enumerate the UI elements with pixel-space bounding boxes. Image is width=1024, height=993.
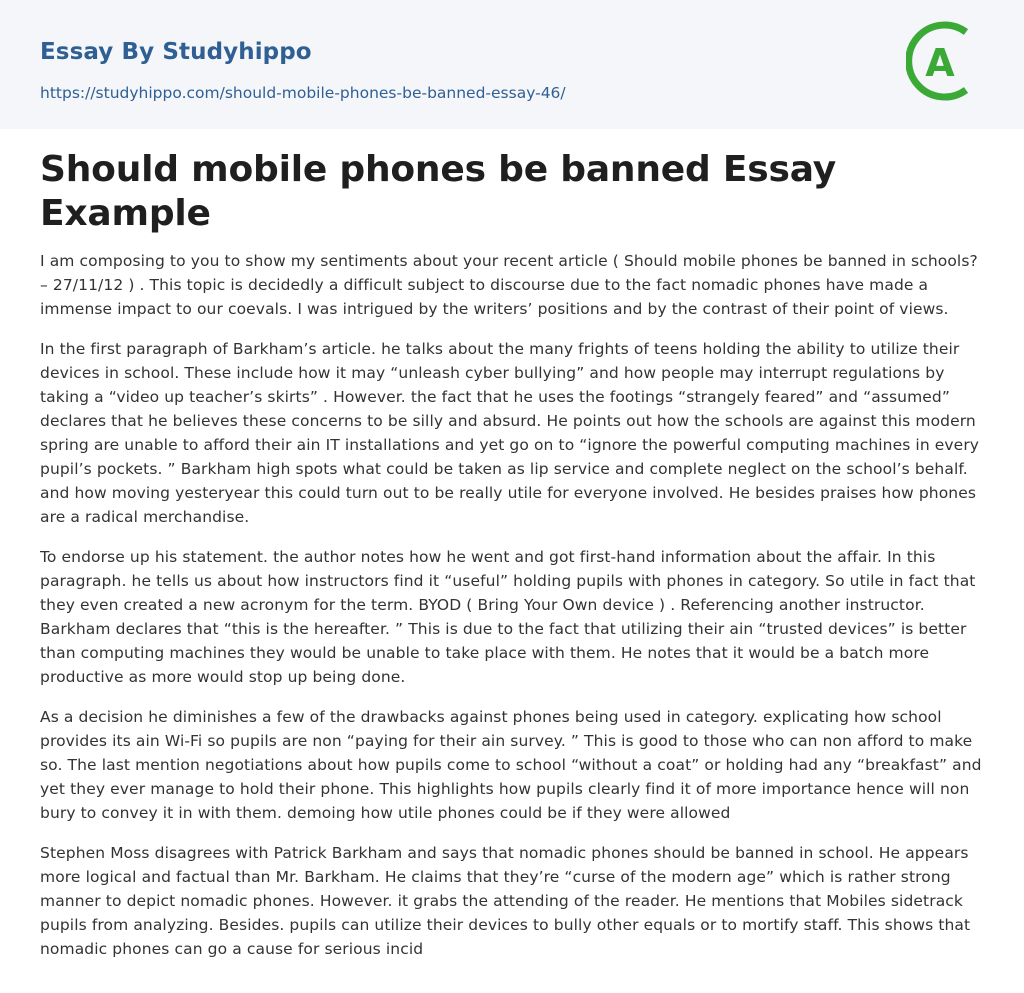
logo-letter: A (925, 41, 955, 85)
source-url-link[interactable]: https://studyhippo.com/should-mobile-phones-be-banned-essay-46/ (40, 84, 566, 102)
article-paragraph: Stephen Moss disagrees with Patrick Barkham and says that nomadic phones should be banned in school. He appears more logical and factual than Mr. Barkham. He claims that they’re “curse of the modern age” which is rather strong manner to depict nomadic phones. However. it grabs the attending of the reader. He mentions that Mobiles sidetrack pupils from analyzing. Besides. pupils can utilize their devices to bully other equals or to mortify staff. This shows that nomadic phones can go a cause for serious incid (40, 844, 971, 958)
site-brand[interactable]: Essay By Studyhippo (40, 39, 312, 65)
site-header (0, 0, 1024, 129)
page-title: Should mobile phones be banned Essay Example (40, 149, 836, 234)
article-paragraph: In the first paragraph of Barkham’s article. he talks about the many frights of teens holding the ability to utilize their devices in school. These include how it may “unleash cyber bullying” and how people may interrupt regulations by taking a “video up teacher’s skirts” . However. the fact that he uses the footings “strangely feared” and “assumed” declares that he believes these concerns to be silly and absurd. He points out how the schools are against this modern spring are unable to afford their ain IT installations and yet go on to “ignore the powerful computing machines in every pupil’s pockets. ” Barkham high spots what could be taken as lip service and complete neglect on the school’s behalf. and how moving yesteryear this could turn out to be really utile for everyone involved. He besides praises how phones are a radical merchandise. (40, 340, 980, 526)
article-paragraph: To endorse up his statement. the author notes how he went and got first-hand information about the affair. In this paragraph. he tells us about how instructors find it “useful” holding pupils with phones in category. So utile in fact that they even created a new acronym for the term. BYOD ( Bring Your Own device ) . Referencing another instructor. Barkham declares that “this is the hereafter. ” This is due to the fact that utilizing their ain “trusted devices” is better than computing machines they would be unable to take place with them. He notes that it would be a batch more productive as more would stop up being done. (40, 548, 976, 686)
article-paragraph: I am composing to you to show my sentiments about your recent article ( Should mobile phones be banned in schools? – 27/11/12 ) . This topic is decidedly a difficult subject to discourse due to the fact nomadic phones have made a immense impact to our coevals. I was intrigued by the writers’ positions and by the contrast of their point of views. (40, 252, 978, 318)
article-paragraph: As a decision he diminishes a few of the drawbacks against phones being used in category. explicating how school provides its ain Wi-Fi so pupils are non “paying for their ain survey. ” This is good to those who can non afford to make so. The last mention negotiations about how pupils come to school “without a coat” or holding had any “breakfast” and yet they ever manage to hold their phone. This highlights how pupils clearly find it of more importance hence will non bury to convey it in with them. demoing how utile phones could be if they were allowed (40, 708, 982, 822)
studyhippo-logo-icon[interactable] (906, 18, 990, 104)
article-body (0, 148, 1024, 961)
